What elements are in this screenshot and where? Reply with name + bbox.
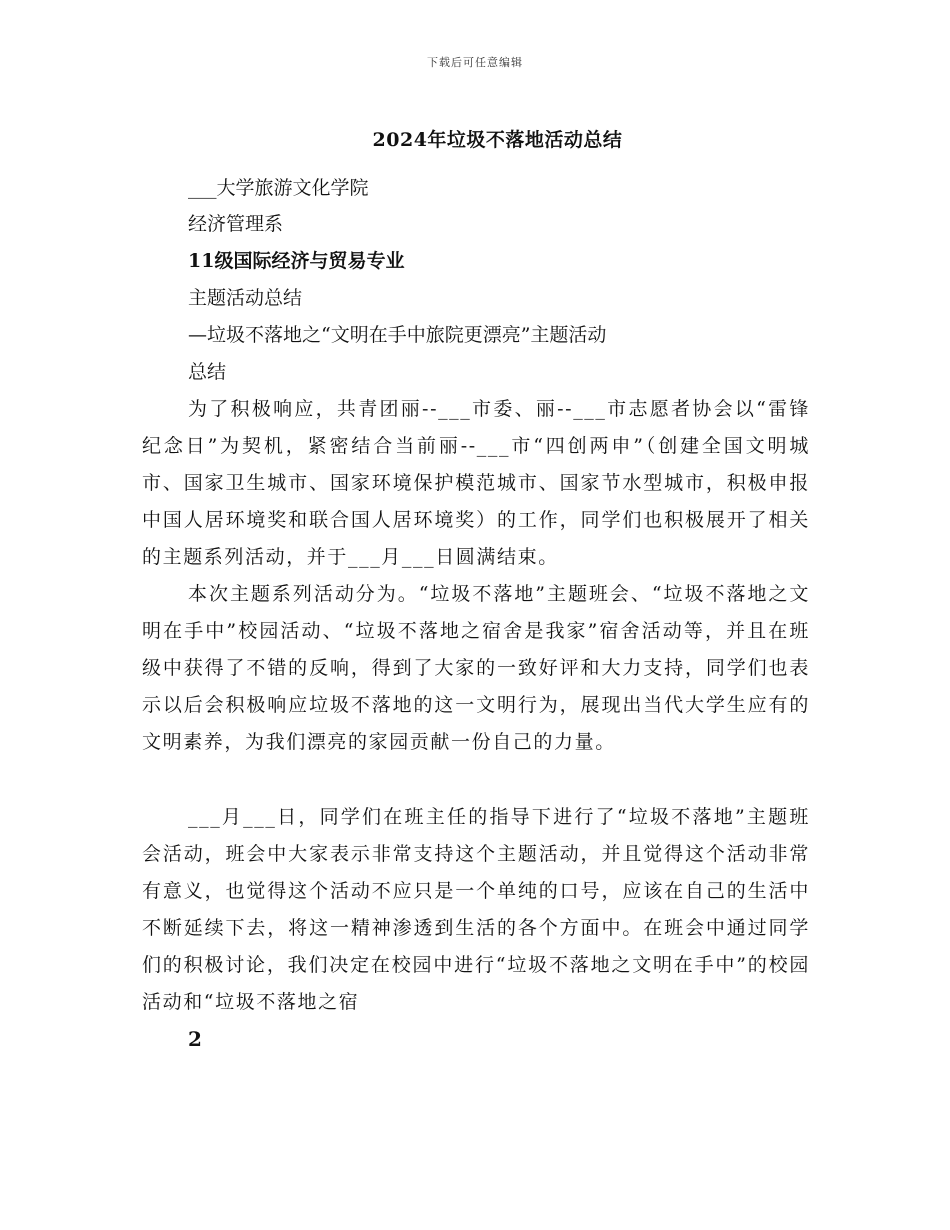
meta-line-school: ___大学旅游文化学院: [188, 177, 369, 199]
meta-line-summary: 主题活动总结: [188, 287, 303, 309]
body-paragraph-2: 本次主题系列活动分为。“垃圾不落地”主题班会、“垃圾不落地之文明在手中”校园活动、“垃圾不落地之宿舍是我家”宿舍活动等，并且在班级中获得了不错的反响，得到了大家的一致好评和大力支持，同学们也表示以后会积极响应垃圾不落地的这一文明行为，展现出当代大学生应有的文明素养，为我们漂亮的家园贡献一份自己的力量。: [142, 583, 810, 753]
document-title: 2024年垃圾不落地活动总结: [372, 129, 623, 151]
meta-line-department: 经济管理系: [188, 213, 284, 235]
meta-line-major: 11级国际经济与贸易专业: [188, 250, 405, 272]
meta-line-summary-end: 总结: [188, 361, 227, 383]
body-paragraph-1: 为了积极响应，共青团丽--___市委、丽--___市志愿者协会以“雷锋纪念日”为契机，紧密结合当前丽--___市“四创两申”（创建全国文明城市、国家卫生城市、国家环境保护模范城市、国家节水型城市，积极申报中国人居环境奖和联合国人居环境奖）的工作，同学们也积极展开了相关的主题系列活动，并于___月___日圆满结束。: [142, 398, 810, 568]
header-note: 下载后可任意编辑: [427, 56, 523, 69]
body-paragraph-3: ___月___日，同学们在班主任的指导下进行了“垃圾不落地”主题班会活动，班会中大家表示非常支持这个主题活动，并且觉得这个活动非常有意义，也觉得这个活动不应只是一个单纯的口号，应该在自己的生活中不断延续下去，将这一精神渗透到生活的各个方面中。在班会中通过同学们的积极讨论，我们决定在校园中进行“垃圾不落地之文明在手中”的校园活动和“垃圾不落地之宿: [142, 806, 810, 1013]
page-number: 2: [188, 1027, 202, 1051]
meta-line-subtitle: —垃圾不落地之“文明在手中旅院更漂亮”主题活动: [188, 324, 607, 346]
